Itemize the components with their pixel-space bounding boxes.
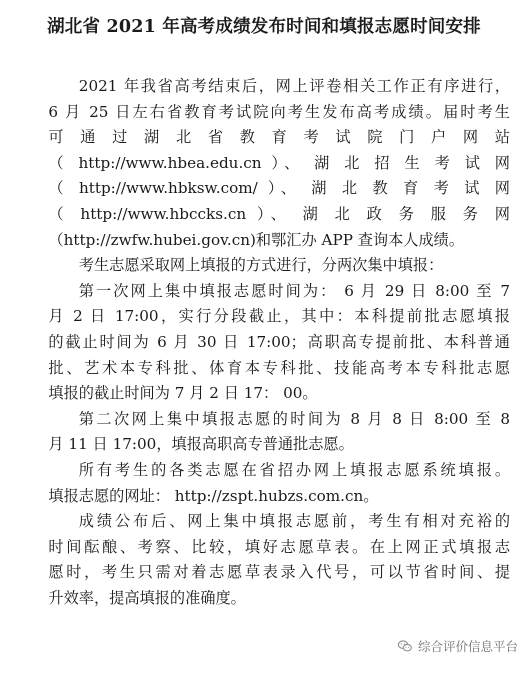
text-line: 批、艺术本专科批、体育本专科批、技能高考本专科批志愿	[48, 358, 510, 377]
text-line: 时间酝酿、考察、比较，填好志愿草表。在上网正式填报志	[48, 537, 510, 556]
text-line: （ http://www.hbccks.cn ）、 湖 北 政 务 服 务 网	[48, 204, 510, 223]
paragraph-filing-system	[18, 458, 510, 509]
text-line: 考生志愿采取网上填报的方式进行，分两次集中填报：	[78, 256, 444, 275]
text-line: 的截止时间为 6 月 30 日 17:00；高职高专提前批、本科普通	[48, 332, 510, 351]
text-line: 所有考生的各类志愿在省招办网上填报志愿系统填报。	[78, 460, 510, 479]
document-title: 湖北省 2021 年高考成绩发布时间和填报志愿时间安排	[47, 17, 481, 37]
text-line: 成绩公布后、网上集中填报志愿前，考生有相对充裕的	[78, 512, 510, 531]
text-line: 填报的截止时间为 7 月 2 日 17： 00。	[48, 384, 318, 403]
text-line: 6 月 25 日左右省教育考试院向考生发布高考成绩。届时考生	[48, 102, 510, 121]
paragraph-first-round	[18, 279, 510, 407]
text-line: 升效率，提高填报的准确度。	[48, 588, 246, 607]
paragraph-score-release	[18, 74, 510, 253]
text-line: 愿时，考生只需对着志愿草表录入代号，可以节省时间、提	[48, 563, 510, 582]
text-line: 第一次网上集中填报志愿时间为： 6 月 29 日 8:00 至 7	[78, 281, 510, 300]
paragraph-draft-advice	[18, 509, 510, 611]
text-line: 第二次网上集中填报志愿的时间为 8 月 8 日 8:00 至 8	[78, 409, 510, 428]
text-line: （ http://www.hbea.edu.cn ）、 湖 北 招 生 考 试 网	[48, 153, 510, 172]
paragraph-second-round	[18, 407, 510, 458]
wechat-icon	[397, 638, 413, 654]
document-body	[18, 74, 510, 611]
text-line: 月 11 日 17:00，填报高职高专普通批志愿。	[48, 435, 354, 454]
watermark-label: 综合评价信息平台	[417, 639, 518, 654]
text-line: 填报志愿的网址： http://zspt.hubzs.com.cn。	[48, 486, 379, 505]
text-line: 2021 年我省高考结束后，网上评卷相关工作正有序进行，	[78, 77, 510, 95]
paragraph-filing-method	[18, 253, 510, 279]
watermark	[395, 636, 520, 656]
text-line: （http://zwfw.hubei.gov.cn)和鄂汇办 APP 查询本人成绩。	[48, 230, 465, 249]
text-line: （ http://www.hbksw.com/ ）、 湖 北 教 育 考 试 网	[48, 179, 510, 198]
text-line: 可 通 过 湖 北 省 教 育 考 试 院 门 户 网 站	[48, 128, 510, 147]
text-line: 月 2 日 17:00，实行分段截止，其中：本科提前批志愿填报	[48, 307, 510, 326]
